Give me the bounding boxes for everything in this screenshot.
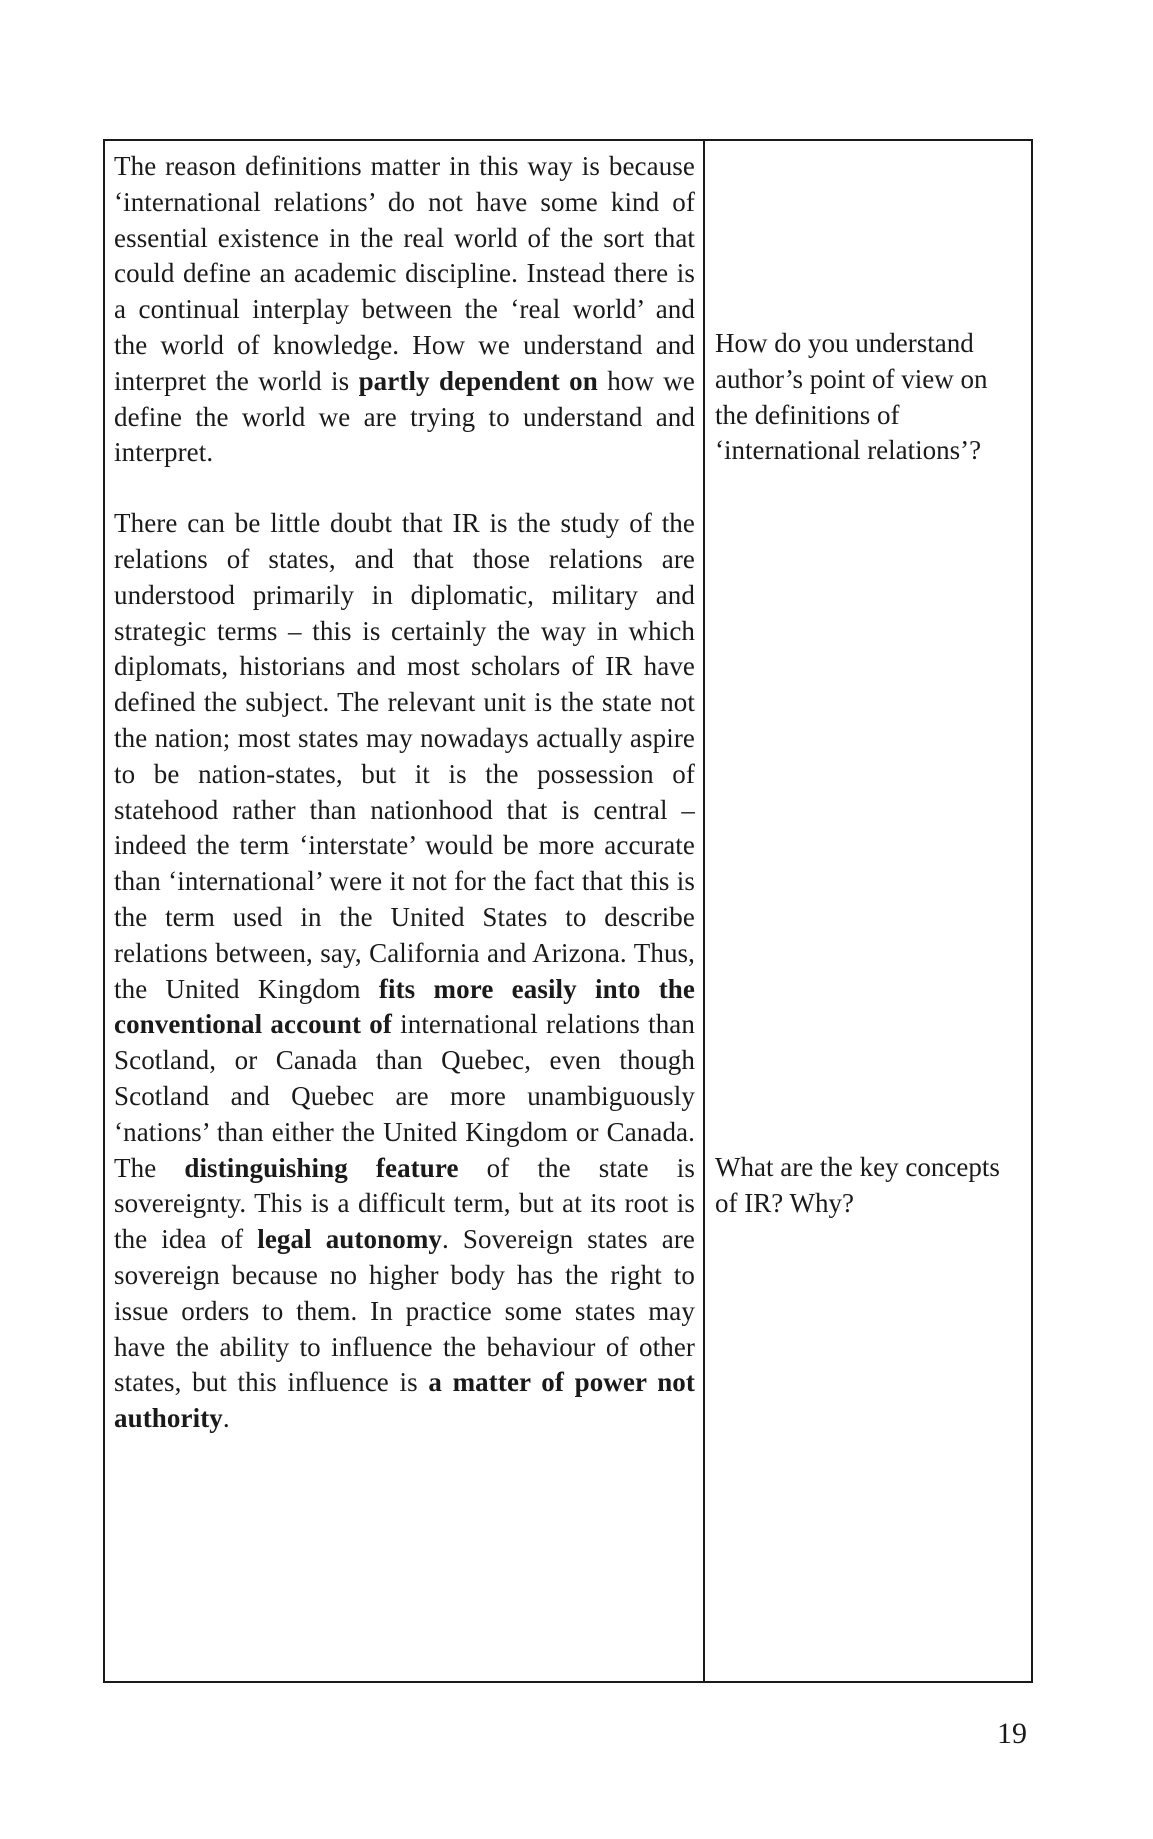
text-span: international relations than Scotland, or Canada than Quebec, even though Scotland and Quebec are more unambiguously ‘nations’ than either the United Kingdom or Canada. The bbox=[114, 1009, 695, 1183]
bold-phrase: distinguishing feature bbox=[184, 1152, 459, 1183]
bold-phrase: partly dependent on bbox=[358, 365, 598, 396]
bold-phrase: a matter of power not authority bbox=[114, 1367, 696, 1434]
text-span: . Sovereign states are sovereign because no higher body has the right to issue orders to them. In practice some states may have the ability to influence the behaviour of other states, but this influence is bbox=[114, 1224, 696, 1398]
bold-phrase: fits more easily into the conventional account of bbox=[114, 973, 695, 1040]
questions-cell bbox=[704, 140, 1032, 1682]
text-span: . bbox=[222, 1403, 230, 1434]
passage-cell bbox=[104, 140, 704, 1682]
paragraph-definitions bbox=[114, 149, 695, 471]
question-definitions: How do you understand author’s point of view on the definitions of ‘international relations’? bbox=[715, 328, 988, 466]
question-key-concepts: What are the key concepts of IR? Why? bbox=[715, 1152, 1000, 1218]
bold-phrase: legal autonomy bbox=[257, 1224, 443, 1255]
text-span: how we define the world we are trying to understand and interpret. bbox=[114, 365, 695, 468]
text-span: The reason definitions matter in this way is because ‘international relations’ do not have some kind of essential existence in the real world of the sort that could define an academic discipline. Instead there is a continual interplay between the ‘real world’ and the world of knowledge. How we understand and interpret the world is bbox=[114, 151, 695, 396]
paragraph-states bbox=[114, 506, 695, 1437]
page-number: 19 bbox=[997, 1717, 1027, 1750]
text-span: of the state is sovereignty. This is a difficult term, but at its root is the idea of bbox=[114, 1152, 695, 1255]
reading-table bbox=[103, 139, 1033, 1683]
text-span: There can be little doubt that IR is the study of the relations of states, and that those relations are understood primarily in diplomatic, military and strategic terms – this is certainly the way in which diplomats, historians and most scholars of IR have defined the subject. The relevant unit is the state not the nation; most states may nowadays actually aspire to be nation-states, but it is the possession of statehood rather than nationhood that is central – indeed the term ‘interstate’ would be more accurate than ‘international’ were it not for the fact that this is the term used in the United States to describe relations between, say, California and Arizona. Thus, the United Kingdom bbox=[114, 508, 695, 1004]
